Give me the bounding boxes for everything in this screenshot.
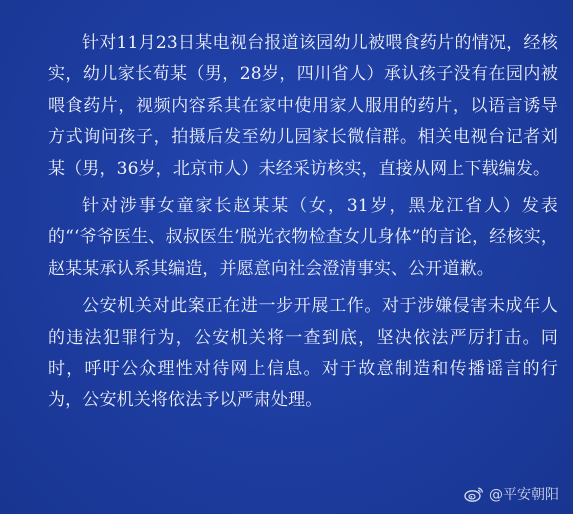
weibo-watermark [464,484,559,504]
paragraph-2: 针对涉事女童家长赵某某（女，31岁，黑龙江省人）发表的“‘爷爷医生、叔叔医生’脱光衣物检查女儿身体”的言论，经核实，赵某某承认系其编造，并愿意向社会澄清事实、公开道歉。 [48,196,558,279]
police-notice-text [48,28,558,423]
paragraph-3: 公安机关对此案正在进一步开展工作。对于涉嫌侵害未成年人的违法犯罪行为，公安机关将一查到底，坚决依法严厉打击。同时，呼吁公众理性对待网上信息。对于故意制造和传播谣言的行为，公安机关将依法予以严肃处理。 [48,296,558,411]
weibo-logo-icon [464,486,484,502]
watermark-account: @平安朝阳 [489,487,559,503]
paragraph-1: 针对11月23日某电视台报道该园幼儿被喂食药片的情况，经核实，幼儿家长荀某（男，28岁，四川省人）承认孩子没有在园内被喂食药片，视频内容系其在家中使用家人服用的药片，以语言诱导方式询问孩子，拍摄后发至幼儿园家长微信群。相关电视台记者刘某（男，36岁，北京市人）未经采访核实，直接从网上下载编发。 [48,33,558,179]
